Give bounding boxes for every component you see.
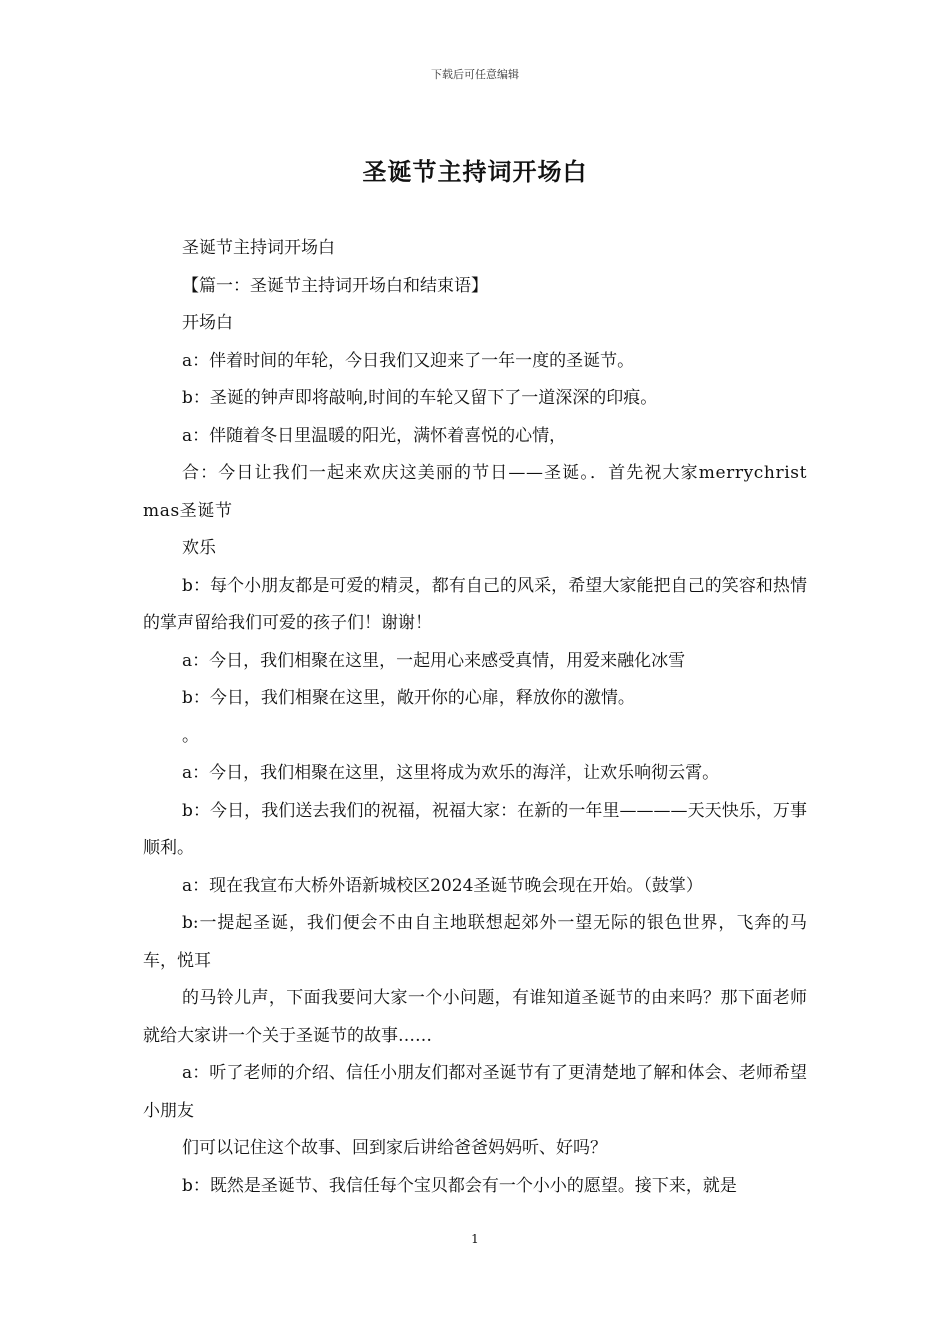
paragraph: a：伴随着冬日里温暖的阳光，满怀着喜悦的心情，	[182, 425, 567, 446]
paragraph: a：伴着时间的年轮，今日我们又迎来了一年一度的圣诞节。	[182, 350, 635, 371]
paragraph: b:一提起圣诞，我们便会不由自主地联想起郊外一望无际的银色世界，飞奔的马车，悦耳	[143, 913, 807, 971]
paragraph: 圣诞节主持词开场白	[182, 238, 335, 258]
paragraph: 的马铃儿声，下面我要问大家一个小问题，有谁知道圣诞节的由来吗？那下面老师就给大家讲一个关于圣诞节的故事……	[143, 988, 807, 1046]
paragraph: 。	[182, 725, 199, 746]
paragraph: b：既然是圣诞节、我信任每个宝贝都会有一个小小的愿望。接下来，就是	[182, 1175, 737, 1196]
paragraph: 欢乐	[182, 538, 216, 558]
paragraph: a：现在我宣布大桥外语新城校区2024圣诞节晚会现在开始。（鼓掌）	[182, 875, 703, 896]
document-body	[143, 230, 807, 1205]
paragraph: b：今日，我们送去我们的祝福，祝福大家：在新的一年里————天天快乐，万事顺利。	[143, 800, 807, 858]
paragraph: b：今日，我们相聚在这里，敞开你的心扉，释放你的激情。	[182, 688, 635, 708]
paragraph: b：每个小朋友都是可爱的精灵，都有自己的风采，希望大家能把自己的笑容和热情的掌声留给我们可爱的孩子们！谢谢！	[143, 575, 807, 633]
paragraph: a：听了老师的介绍、信任小朋友们都对圣诞节有了更清楚地了解和体会、老师希望小朋友	[143, 1063, 807, 1121]
document-title: 圣诞节主持词开场白	[362, 157, 588, 186]
page-number: 1	[471, 1232, 479, 1246]
paragraph: a：今日，我们相聚在这里，这里将成为欢乐的海洋，让欢乐响彻云霄。	[182, 763, 720, 783]
paragraph: 们可以记住这个故事、回到家后讲给爸爸妈妈听、好吗？	[182, 1138, 607, 1158]
paragraph: a：今日，我们相聚在这里，一起用心来感受真情，用爱来融化冰雪	[182, 650, 686, 671]
paragraph: 开场白	[182, 313, 233, 333]
paragraph: 合：今日让我们一起来欢庆这美丽的节日——圣诞。．首先祝大家merrychristmas圣诞节	[143, 463, 807, 521]
paragraph: b：圣诞的钟声即将敲响,时间的车轮又留下了一道深深的印痕。	[182, 388, 658, 408]
paragraph: 【篇一：圣诞节主持词开场白和结束语】	[182, 275, 488, 296]
page-header: 下载后可任意编辑	[431, 68, 519, 81]
